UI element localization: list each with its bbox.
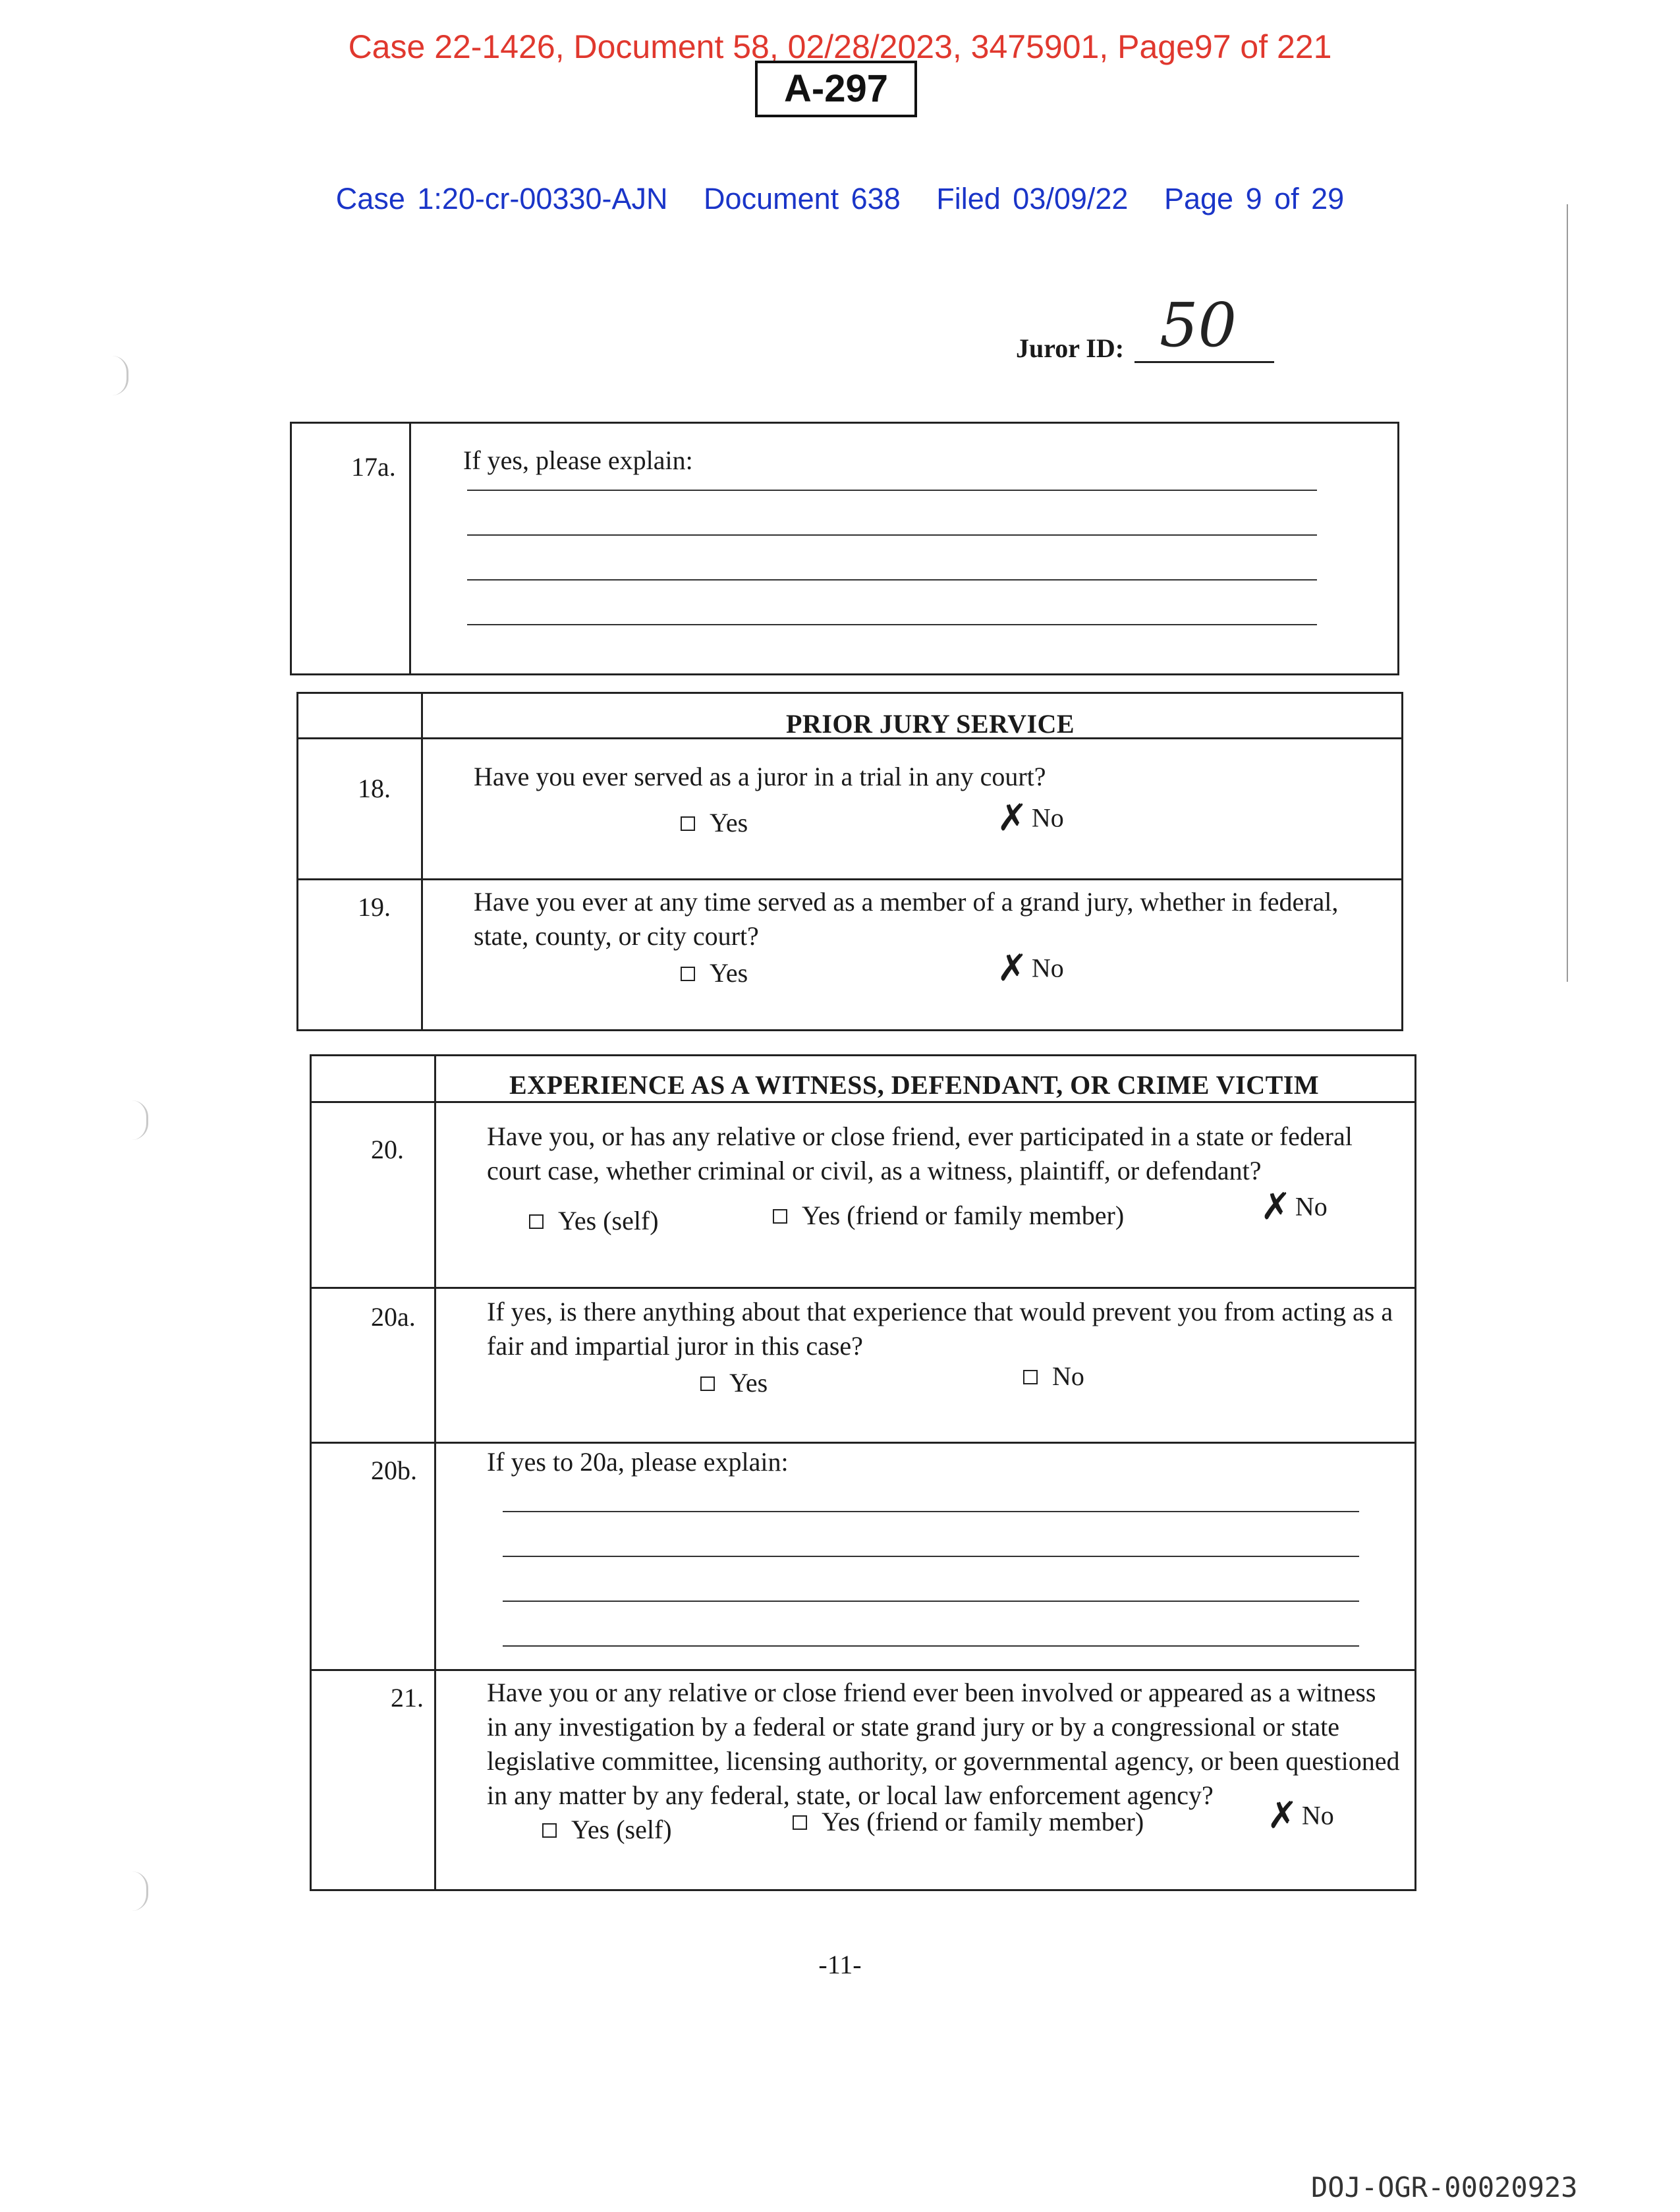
q19-yes-option[interactable]: Yes: [681, 957, 748, 988]
bates-number: DOJ-OGR-00020923: [1311, 2171, 1578, 2203]
punch-hole: [112, 356, 128, 395]
q18-yes-option[interactable]: Yes: [681, 807, 748, 838]
number-column: [421, 694, 423, 1029]
question-number: 20a.: [371, 1302, 416, 1332]
row-divider: [312, 1442, 1414, 1444]
punch-hole: [132, 1100, 148, 1140]
juror-id-label: Juror ID:: [1016, 333, 1125, 363]
question-text: Have you ever served as a juror in a trial in any court?: [474, 762, 1046, 791]
q19-no-option[interactable]: ✗ No: [997, 947, 1064, 990]
district-case-stamp: [0, 182, 1680, 216]
q18-no-option[interactable]: ✗ No: [997, 797, 1064, 839]
row-divider: [312, 1101, 1414, 1103]
answer-line[interactable]: [467, 490, 1317, 491]
checkbox-icon[interactable]: [1023, 1370, 1038, 1384]
scan-edge: [1567, 204, 1568, 982]
section-title: EXPERIENCE AS A WITNESS, DEFENDANT, OR CRIME VICTIM: [509, 1070, 1320, 1100]
question-text: If yes to 20a, please explain:: [487, 1447, 789, 1477]
checked-x-icon[interactable]: ✗: [1267, 1794, 1298, 1837]
question-text: Have you or any relative or close friend ever been involved or appeared as a witness in any investigation by a federal or state grand jury or by a congressional or state legislative committee, licensing authority, or governmental agency, or been questioned in any matter by any federal, state, or local law enforcement agency?: [487, 1678, 1400, 1810]
question-number: 18.: [358, 774, 391, 803]
question-number: 17a.: [351, 452, 396, 482]
document-number: Document 638: [704, 182, 901, 215]
question-text: If yes, please explain:: [463, 445, 693, 475]
q20a-yes-option[interactable]: Yes: [700, 1367, 768, 1398]
question-number: 21.: [391, 1683, 424, 1713]
q20-yes-friend-option[interactable]: Yes (friend or family member): [773, 1200, 1124, 1231]
q20-yes-self-option[interactable]: Yes (self): [529, 1205, 659, 1236]
punch-hole: [132, 1871, 148, 1911]
answer-line[interactable]: [467, 624, 1317, 625]
page-of: Page 9 of 29: [1163, 182, 1345, 215]
juror-id-line: [1134, 361, 1274, 363]
section-title: PRIOR JURY SERVICE: [786, 709, 1075, 739]
answer-line[interactable]: [467, 579, 1317, 581]
checked-x-icon[interactable]: ✗: [1260, 1185, 1291, 1228]
checkbox-icon[interactable]: [681, 816, 695, 831]
checkbox-icon[interactable]: [700, 1376, 715, 1391]
checkbox-icon[interactable]: [529, 1214, 544, 1229]
number-column: [434, 1056, 436, 1889]
question-text: If yes, is there anything about that experience that would prevent you from acting as a fair and impartial juror in this case?: [487, 1297, 1393, 1361]
appeal-stamp: Case 22-1426, Document 58, 02/28/2023, 3475901, Page97 of 221: [348, 28, 1332, 65]
page-number: -11-: [818, 1950, 862, 1979]
question-number: 20.: [371, 1135, 404, 1164]
checkbox-icon[interactable]: [681, 967, 695, 981]
row-divider: [312, 1669, 1414, 1671]
q21-yes-friend-option[interactable]: Yes (friend or family member): [793, 1806, 1144, 1837]
answer-line[interactable]: [467, 534, 1317, 536]
answer-line[interactable]: [503, 1645, 1359, 1647]
filed-date: Filed 03/09/22: [936, 182, 1129, 215]
case-number: Case 1:20-cr-00330-AJN: [335, 182, 668, 215]
number-column: [409, 424, 411, 673]
checkbox-icon[interactable]: [793, 1815, 807, 1830]
checked-x-icon[interactable]: ✗: [997, 947, 1028, 990]
checked-x-icon[interactable]: ✗: [997, 797, 1028, 839]
answer-line[interactable]: [503, 1511, 1359, 1512]
checkbox-icon[interactable]: [773, 1209, 787, 1224]
exhibit-label: A-297: [755, 61, 917, 117]
question-17a-table: [290, 422, 1399, 675]
checkbox-icon[interactable]: [542, 1823, 557, 1838]
witness-experience-table: [310, 1054, 1416, 1891]
answer-line[interactable]: [503, 1601, 1359, 1602]
juror-id-value[interactable]: 50: [1160, 290, 1237, 360]
question-text: Have you ever at any time served as a member of a grand jury, whether in federal, state, county, or city court?: [474, 887, 1339, 951]
q20-no-option[interactable]: ✗ No: [1260, 1185, 1328, 1228]
question-text: Have you, or has any relative or close friend, ever participated in a state or federal court case, whether criminal or civil, as a witness, plaintiff, or defendant?: [487, 1121, 1353, 1185]
row-divider: [298, 737, 1401, 739]
question-number: 19.: [358, 892, 391, 922]
answer-line[interactable]: [503, 1556, 1359, 1557]
row-divider: [298, 878, 1401, 880]
q20a-no-option[interactable]: No: [1023, 1361, 1084, 1392]
q21-yes-self-option[interactable]: Yes (self): [542, 1814, 672, 1845]
question-number: 20b.: [371, 1456, 417, 1485]
prior-jury-service-table: [296, 692, 1403, 1031]
row-divider: [312, 1287, 1414, 1289]
q21-no-option[interactable]: ✗ No: [1267, 1794, 1334, 1837]
